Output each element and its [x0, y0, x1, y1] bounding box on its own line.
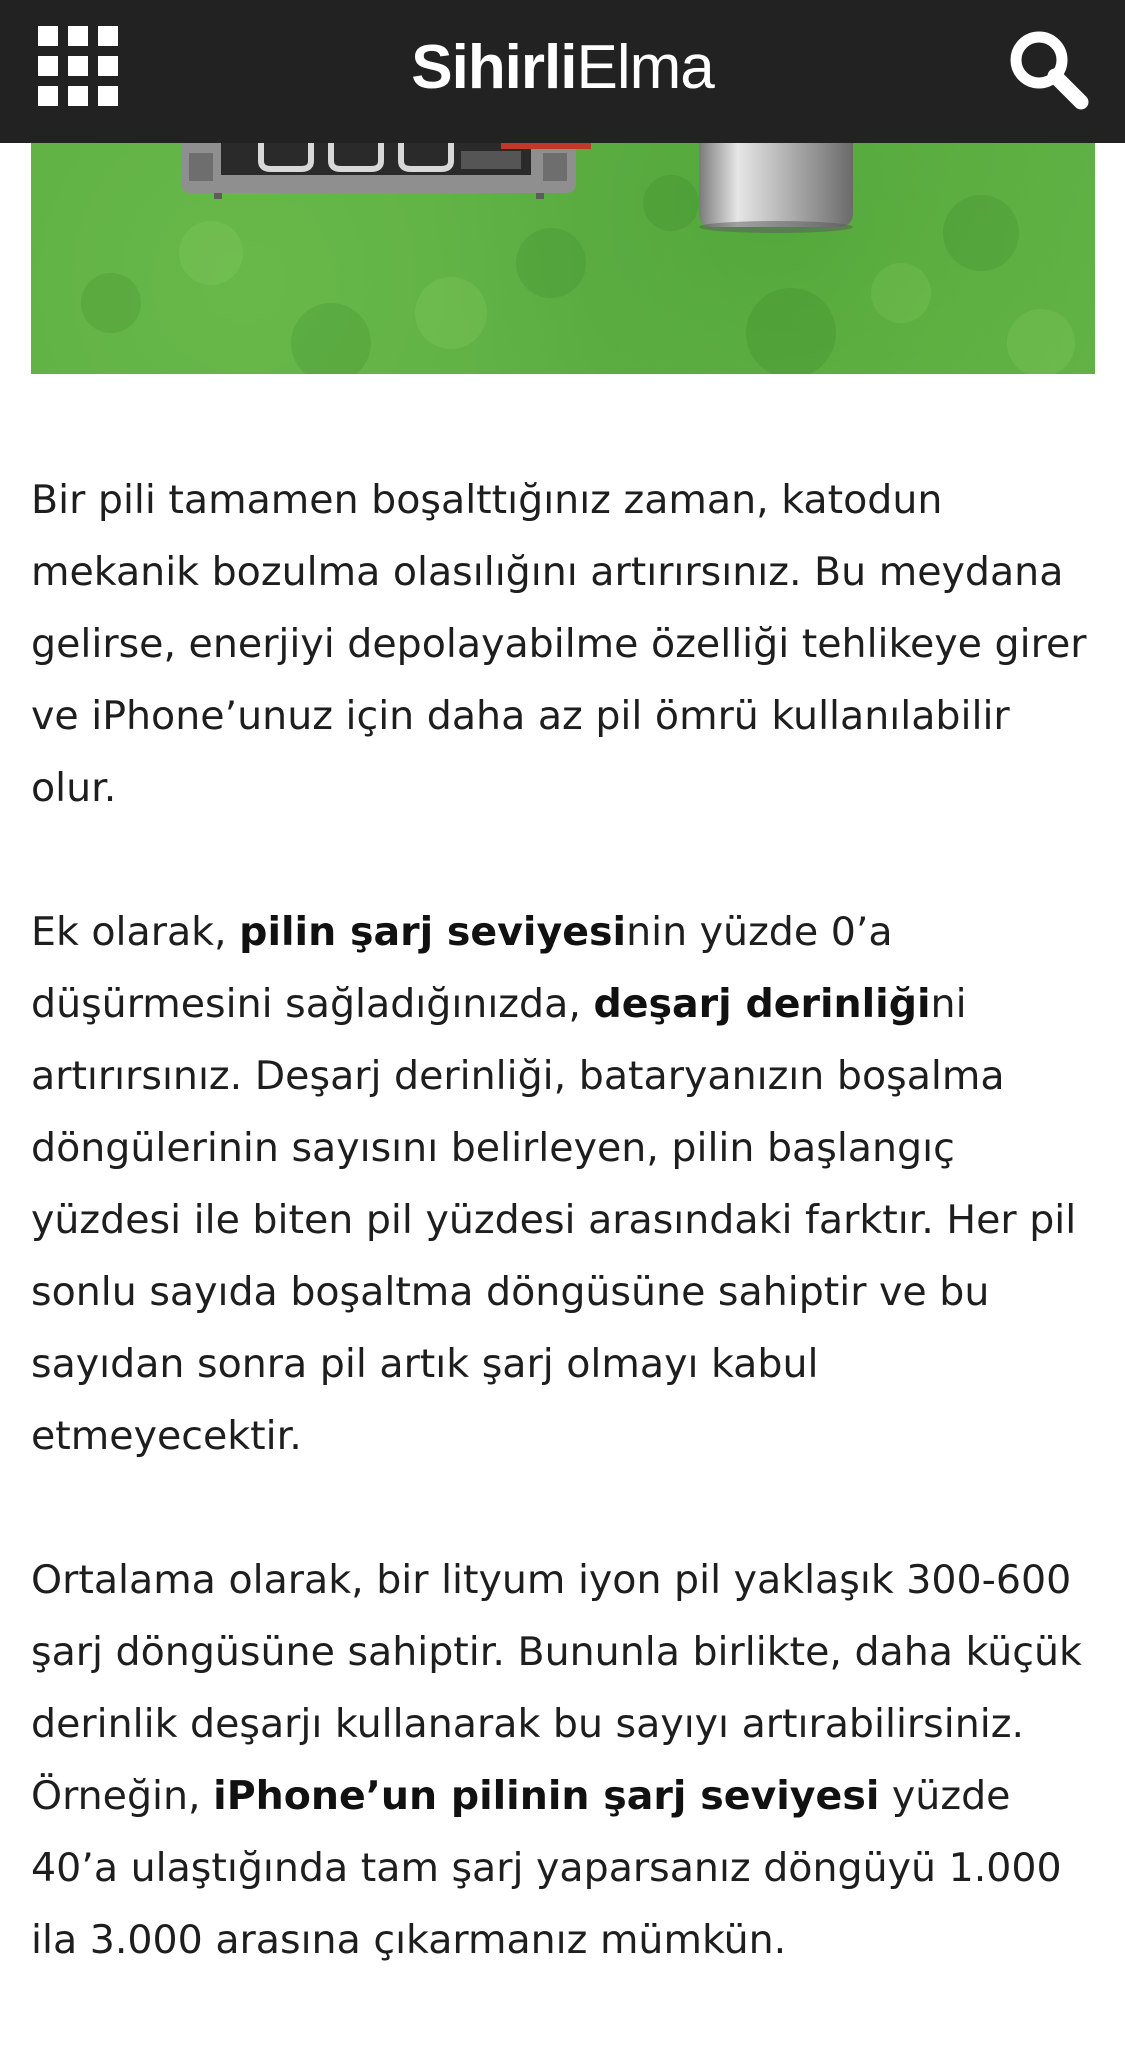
paragraph-text: Bir pili tamamen boşalttığınız zaman, katodun mekanik bozulma olasılığını artırırsınız. Bu meydana gelirse, enerjiyi depolayabilme özelliği tehlikeye girer ve iPhone’unuz için daha az pil ömrü kullanılabilir olur. — [31, 477, 1087, 811]
bold-term-iphone-pil-sarj-seviyesi: iPhone’un pilinin şarj seviyesi — [213, 1773, 880, 1819]
paragraph-text: yüzde 40’a ulaştığında tam şarj yaparsanız döngüyü 1.000 ila 3.000 arasına çıkarmanız mümkün. — [31, 1773, 1062, 1963]
search-icon[interactable] — [1003, 24, 1093, 114]
paragraph-1 — [31, 464, 1095, 824]
paragraph-text: Ek olarak, — [31, 909, 240, 955]
site-logo[interactable] — [0, 28, 1125, 108]
logo-light-text: Elma — [576, 33, 714, 102]
paragraph-3 — [31, 1544, 1095, 1976]
article-body — [31, 464, 1095, 2048]
top-navigation-bar — [0, 0, 1125, 143]
bold-term-pilin-sarj-seviyesi: pilin şarj seviyesi — [239, 909, 627, 955]
paragraph-text: nin yüzde 0’a düşürmesini sağladığınızda, — [31, 909, 893, 1027]
article-hero-image — [31, 143, 1095, 374]
hero-illustration — [31, 143, 1095, 374]
paragraph-2 — [31, 896, 1095, 1472]
device-display-bottom — [181, 143, 591, 199]
grid-menu-icon[interactable] — [38, 26, 118, 106]
paragraph-text: ni artırırsınız. Deşarj derinliği, bataryanızın boşalma döngülerinin sayısını belirleyen, pilin başlangıç yüzdesi ile biten pil yüzdesi arasındaki farktır. Her pil sonlu sayıda boşaltma döngüsüne sahiptir ve bu sayıdan sonra pil artık şarj olmayı kabul etmeyecektir. — [31, 981, 1077, 1459]
paragraph-text: Ortalama olarak, bir lityum iyon pil yaklaşık 300-600 şarj döngüsüne sahiptir. Bununla birlikte, daha küçük derinlik deşarjı kullanarak bu sayıyı artırabilirsiniz. Örneğin, — [31, 1557, 1082, 1819]
metal-cylinder — [699, 143, 853, 233]
bold-term-desarj-derinligi: deşarj derinliği — [593, 981, 931, 1027]
logo-bold-text: Sihirli — [411, 33, 577, 102]
